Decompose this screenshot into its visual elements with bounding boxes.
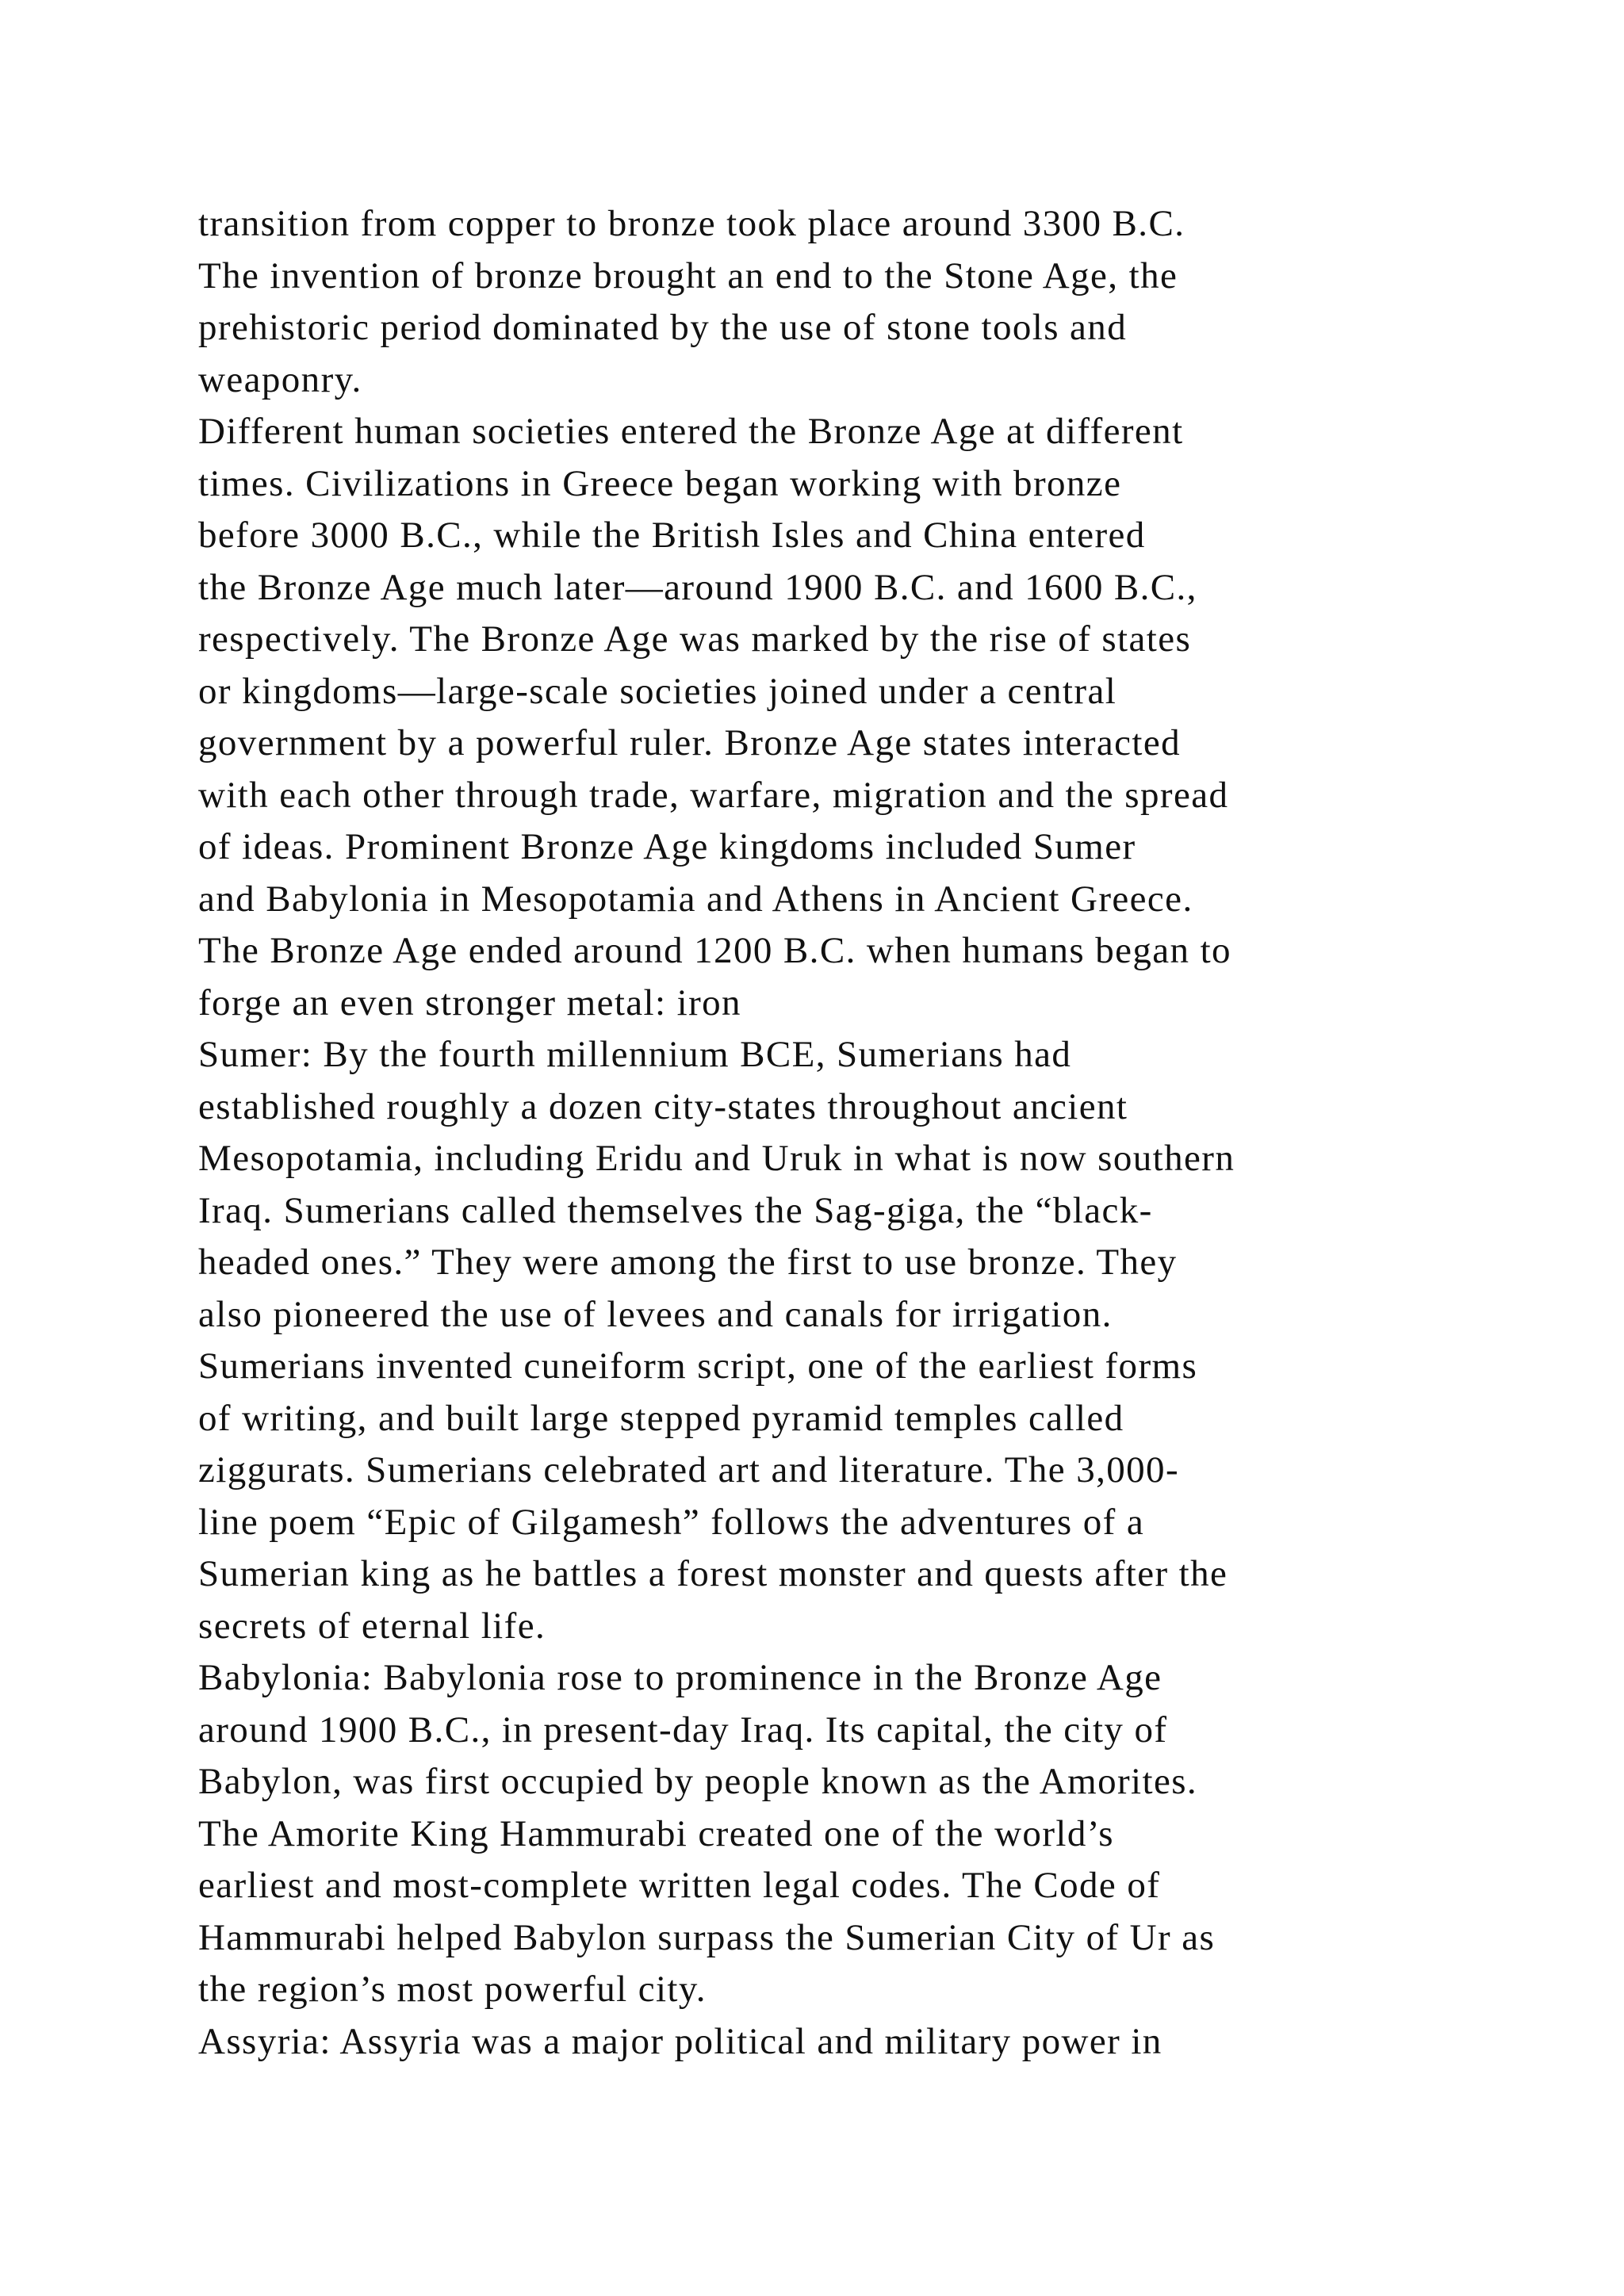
- text-line: before 3000 B.C., while the British Isles and China entered: [198, 515, 1146, 556]
- text-line: The Bronze Age ended around 1200 B.C. when humans began to: [198, 930, 1231, 971]
- text-line: the Bronze Age much later—around 1900 B.C. and 1600 B.C.,: [198, 566, 1197, 608]
- text-line: Hammurabi helped Babylon surpass the Sumerian City of Ur as: [198, 1916, 1216, 1958]
- text-line: line poem “Epic of Gilgamesh” follows the adventures of a: [198, 1501, 1145, 1543]
- text-line: Babylonia: Babylonia rose to prominence in the Bronze Age: [198, 1657, 1162, 1698]
- text-line: Sumerian king as he battles a forest monster and quests after the: [198, 1553, 1228, 1594]
- text-line: around 1900 B.C., in present-day Iraq. Its capital, the city of: [198, 1709, 1168, 1751]
- text-line: weaponry.: [198, 358, 362, 400]
- text-line: The invention of bronze brought an end to the Stone Age, the: [198, 254, 1178, 297]
- body-text: [198, 198, 1499, 2068]
- text-line: Iraq. Sumerians called themselves the Sag-giga, the “black-: [198, 1189, 1153, 1231]
- text-line: Different human societies entered the Bronze Age at different: [198, 411, 1184, 452]
- text-line: forge an even stronger metal: iron: [198, 982, 741, 1024]
- text-line: of ideas. Prominent Bronze Age kingdoms included Sumer: [198, 826, 1136, 867]
- text-line: Mesopotamia, including Eridu and Uruk in what is now southern: [198, 1138, 1235, 1179]
- text-line: respectively. The Bronze Age was marked by the rise of states: [198, 618, 1192, 660]
- text-line: and Babylonia in Mesopotamia and Athens in Ancient Greece.: [198, 878, 1193, 920]
- text-line: transition from copper to bronze took place around 3300 B.C.: [198, 203, 1185, 244]
- text-line: also pioneered the use of levees and canals for irrigation.: [198, 1293, 1113, 1335]
- text-line: earliest and most-complete written legal codes. The Code of: [198, 1865, 1161, 1906]
- text-line: with each other through trade, warfare, migration and the spread: [198, 774, 1229, 816]
- text-line: the region’s most powerful city.: [198, 1969, 707, 2010]
- text-line: times. Civilizations in Greece began working with bronze: [198, 462, 1122, 504]
- text-line: or kingdoms—large-scale societies joined under a central: [198, 670, 1117, 712]
- text-line: Assyria: Assyria was a major political and military power in: [198, 2020, 1162, 2062]
- text-line: The Amorite King Hammurabi created one of the world’s: [198, 1812, 1114, 1854]
- text-line: established roughly a dozen city-states throughout ancient: [198, 1085, 1128, 1127]
- text-line: of writing, and built large stepped pyramid temples called: [198, 1397, 1124, 1439]
- text-line: secrets of eternal life.: [198, 1605, 546, 1647]
- text-line: prehistoric period dominated by the use of stone tools and: [198, 307, 1128, 348]
- text-line: Babylon, was first occupied by people known as the Amorites.: [198, 1761, 1198, 1802]
- text-line: headed ones.” They were among the first to use bronze. They: [198, 1242, 1178, 1283]
- text-line: government by a powerful ruler. Bronze Age states interacted: [198, 722, 1182, 763]
- text-line: Sumerians invented cuneiform script, one of the earliest forms: [198, 1345, 1198, 1387]
- text-line: Sumer: By the fourth millennium BCE, Sumerians had: [198, 1034, 1072, 1075]
- text-line: ziggurats. Sumerians celebrated art and literature. The 3,000-: [198, 1449, 1179, 1490]
